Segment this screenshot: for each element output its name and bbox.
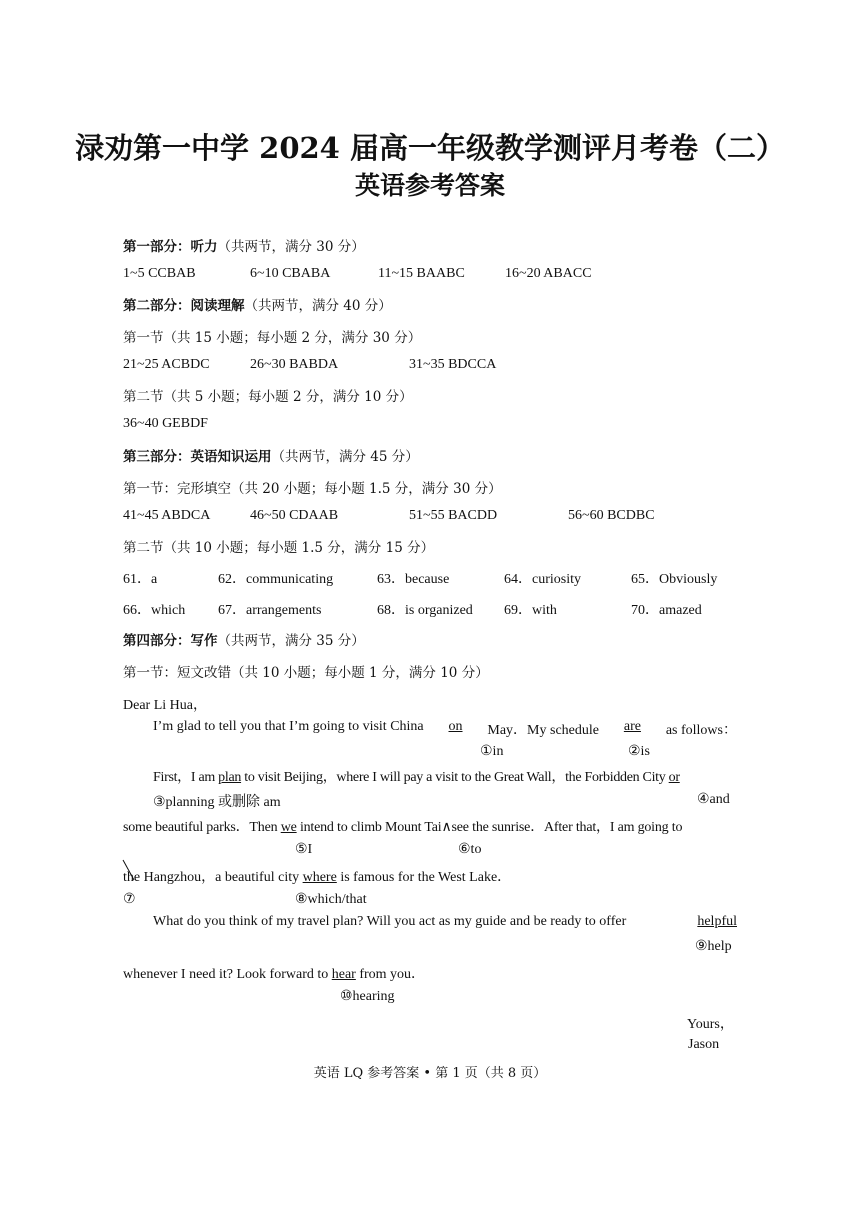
error-mark: or <box>668 770 680 785</box>
letter-text: some beautiful parks．Then <box>123 820 281 835</box>
grammar-answer: 63．because <box>377 572 450 587</box>
part3-note: （共两节，满分 45 分） <box>271 449 419 465</box>
part2-answer: 36~40 GEBDF <box>123 416 208 431</box>
part2-section2-title: 第二节（共 5 小题；每小题 2 分，满分 10 分） <box>123 389 413 405</box>
letter-line-3 <box>123 816 682 836</box>
grammar-answer: 67．arrangements <box>218 603 322 618</box>
part1-note: （共两节，满分 30 分） <box>217 239 365 255</box>
part2-note: （共两节，满分 40 分） <box>244 298 392 314</box>
error-mark: are <box>623 719 641 734</box>
letter-text: as follows： <box>665 723 737 738</box>
letter-text: intend to climb Mount Tai <box>296 820 442 835</box>
part1-answer: 1~5 CCBAB <box>123 266 196 281</box>
error-mark: hear <box>331 967 356 982</box>
letter-signature: Jason <box>688 1037 720 1052</box>
grammar-answer: 62．communicating <box>218 572 334 587</box>
grammar-answer: 61．a <box>123 572 158 587</box>
page-subtitle: 英语参考答案 <box>354 171 505 200</box>
grammar-answer: 66．which <box>123 603 186 618</box>
letter-line-6 <box>123 963 425 983</box>
grammar-answer: 69．with <box>504 603 557 618</box>
correction-10: ⑩hearing <box>340 989 395 1004</box>
part1-answer: 6~10 CBABA <box>250 266 331 281</box>
error-mark: plan <box>218 770 242 785</box>
part4-note: （共两节，满分 35 分） <box>217 633 365 649</box>
error-mark: helpful <box>697 914 737 929</box>
letter-text: First，I am <box>153 770 219 785</box>
part4-heading-row <box>123 629 365 650</box>
correction-6: ⑥to <box>458 842 482 857</box>
part3-answer: 41~45 ABDCA <box>123 508 211 523</box>
grammar-answer: 65．Obviously <box>631 572 718 587</box>
correction-2: ②is <box>628 744 650 759</box>
part2-answer: 26~30 BABDA <box>250 357 339 372</box>
page-title: 渌劝第一中学 2024 届高一年级教学测评月考卷（二） <box>75 131 785 165</box>
correction-1: ①in <box>480 744 504 759</box>
part1-heading-row <box>123 235 365 256</box>
part2-heading-row <box>123 294 392 315</box>
letter-text: the Hangzhou，a beautiful city <box>123 870 303 885</box>
part1-answer: 11~15 BAABC <box>378 266 465 281</box>
part4-heading: 第四部分：写作 <box>123 633 218 649</box>
letter-text: is famous for the West Lake． <box>336 870 512 885</box>
part2-section1-title: 第一节（共 15 小题；每小题 2 分，满分 30 分） <box>123 330 422 346</box>
part3-heading-row <box>123 445 419 466</box>
correction-3: ③planning 或删除 am <box>153 795 281 810</box>
letter-line-1 <box>153 719 737 739</box>
correction-5: ⑤I <box>295 842 313 857</box>
letter-line-2 <box>153 766 680 786</box>
page-footer: 英语 LQ 参考答案 • 第 1 页（共 8 页） <box>313 1066 547 1081</box>
letter-text: whenever I need it? Look forward to <box>123 967 332 982</box>
error-mark: on <box>448 719 463 734</box>
part4-section1-title: 第一节：短文改错（共 10 小题；每小题 1 分，满分 10 分） <box>123 665 489 681</box>
grammar-answer: 68．is organized <box>377 603 473 618</box>
letter-text: What do you think of my travel plan? Will you act as my guide and be ready to offer <box>153 914 627 929</box>
part3-answer: 46~50 CDAAB <box>250 508 339 523</box>
part3-heading: 第三部分：英语知识运用 <box>123 449 272 465</box>
letter-greeting: Dear Li Hua， <box>123 698 207 713</box>
part2-answer: 21~25 ACBDC <box>123 357 210 372</box>
part2-heading: 第二部分：阅读理解 <box>123 298 245 314</box>
correction-8: ⑧which/that <box>295 892 367 907</box>
letter-line-4 <box>123 866 511 886</box>
part1-heading: 第一部分：听力 <box>123 239 218 255</box>
grammar-answer: 64．curiosity <box>504 572 581 587</box>
letter-text: I’m glad to tell you that I’m going to visit China <box>153 719 424 734</box>
letter-text: to visit Beijing，where I will pay a visit to the Great Wall，the Forbidden City <box>241 770 669 785</box>
part3-answer: 51~55 BACDD <box>409 508 498 523</box>
letter-closing: Yours， <box>687 1017 734 1032</box>
error-mark: we <box>280 820 297 835</box>
grammar-answer: 70．amazed <box>631 603 702 618</box>
letter-text: from you． <box>355 967 426 982</box>
part1-answer: 16~20 ABACC <box>505 266 592 281</box>
part2-answer: 31~35 BDCCA <box>409 357 497 372</box>
part3-section2-title: 第二节（共 10 小题；每小题 1.5 分，满分 15 分） <box>123 540 435 556</box>
correction-4: ④and <box>697 792 730 807</box>
letter-line-5 <box>153 914 737 930</box>
part3-section1-title: 第一节：完形填空（共 20 小题；每小题 1.5 分，满分 30 分） <box>123 481 502 497</box>
part3-answer: 56~60 BCDBC <box>568 508 655 523</box>
insert-caret: ∧ <box>441 820 452 835</box>
correction-7: ⑦ <box>123 892 136 907</box>
letter-text: May．My schedule <box>487 723 599 738</box>
letter-text: see the sunrise．After that，I am going to <box>451 820 683 835</box>
error-mark: where <box>302 870 337 885</box>
correction-9: ⑨help <box>695 939 732 954</box>
